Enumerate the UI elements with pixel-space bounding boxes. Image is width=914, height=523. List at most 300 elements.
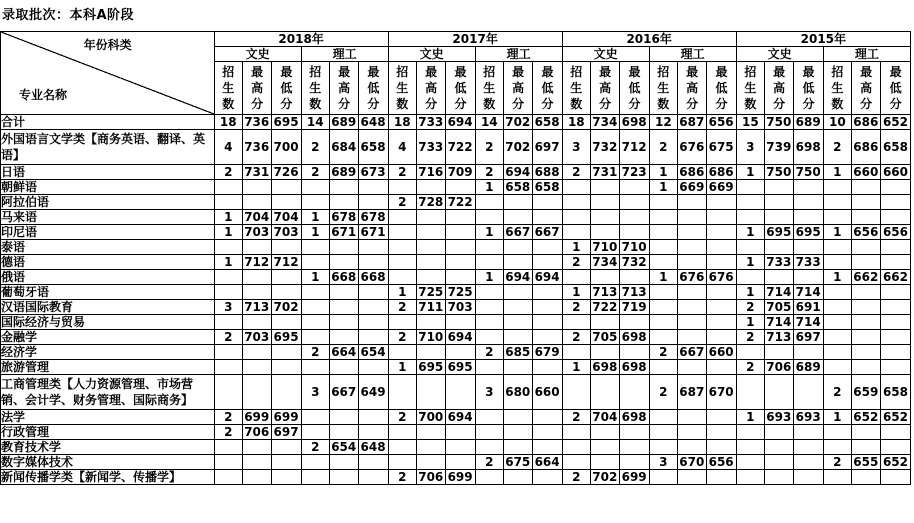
max-score-cell: 684	[329, 130, 358, 165]
min-score-cell	[620, 225, 649, 240]
max-score-cell: 670	[677, 455, 706, 470]
max-score-cell	[590, 195, 619, 210]
enrollment-count-cell	[214, 285, 242, 300]
max-score-cell: 705	[590, 330, 619, 345]
min-score-cell	[359, 330, 388, 345]
min-score-cell	[794, 440, 823, 455]
table-row	[1, 180, 911, 195]
max-score-cell: 710	[590, 240, 619, 255]
min-score-cell: 688	[533, 165, 562, 180]
min-score-cell: 691	[794, 300, 823, 315]
enrollment-count-cell	[823, 285, 851, 300]
min-score-cell	[359, 470, 388, 485]
min-score-cell	[446, 180, 475, 195]
max-score-cell	[503, 360, 532, 375]
max-score-cell: 739	[765, 130, 794, 165]
max-score-cell: 685	[503, 345, 532, 360]
min-score-cell	[881, 360, 911, 375]
max-score-cell: 687	[677, 115, 706, 130]
min-score-cell	[881, 240, 911, 255]
max-score-cell: 699	[242, 410, 271, 425]
max-score-cell: 750	[765, 165, 794, 180]
enrollment-count-cell: 2	[214, 165, 242, 180]
sub-header-label: 招生数	[483, 65, 496, 111]
enrollment-count-cell: 1	[475, 270, 503, 285]
max-score-cell	[677, 470, 706, 485]
min-score-cell: 703	[446, 300, 475, 315]
min-score-cell	[272, 455, 301, 470]
sub-header-label: 最高分	[251, 65, 264, 111]
max-score-cell	[242, 285, 271, 300]
max-score-cell	[590, 455, 619, 470]
major-name-cell: 泰语	[1, 240, 215, 255]
table-row	[1, 255, 911, 270]
max-score-cell: 722	[590, 300, 619, 315]
enrollment-count-cell	[649, 300, 677, 315]
max-score-cell	[329, 180, 358, 195]
min-score-cell: 668	[359, 270, 388, 285]
min-score-cell	[707, 285, 736, 300]
min-score-cell	[272, 470, 301, 485]
min-score-cell	[272, 440, 301, 455]
table-row	[1, 455, 911, 470]
min-score-cell: 709	[446, 165, 475, 180]
min-score-cell	[446, 440, 475, 455]
enrollment-count-cell	[475, 440, 503, 455]
enrollment-count-cell: 1	[736, 225, 764, 240]
table-row	[1, 470, 911, 485]
enrollment-count-cell	[736, 180, 764, 195]
max-score-cell: 712	[242, 255, 271, 270]
enrollment-count-cell: 1	[736, 315, 764, 330]
enrollment-count-cell	[301, 470, 329, 485]
enrollment-count-cell	[649, 440, 677, 455]
max-score-cell: 680	[503, 375, 532, 410]
min-score-cell: 686	[707, 165, 736, 180]
max-score-cell	[852, 425, 881, 440]
max-score-cell	[590, 225, 619, 240]
enrollment-count-cell	[475, 360, 503, 375]
table-row	[1, 375, 911, 410]
min-score-cell: 667	[533, 225, 562, 240]
max-score-cell: 693	[765, 410, 794, 425]
enrollment-count-header	[214, 62, 242, 115]
min-score-cell	[794, 425, 823, 440]
enrollment-count-cell: 2	[475, 345, 503, 360]
max-score-cell	[765, 195, 794, 210]
max-score-header	[242, 62, 271, 115]
max-score-cell	[765, 180, 794, 195]
max-score-cell: 716	[416, 165, 445, 180]
min-score-cell: 694	[446, 330, 475, 345]
min-score-cell	[881, 470, 911, 485]
enrollment-count-cell: 4	[388, 130, 416, 165]
enrollment-count-cell	[823, 300, 851, 315]
max-score-cell	[416, 315, 445, 330]
max-score-cell	[329, 330, 358, 345]
enrollment-count-cell	[823, 360, 851, 375]
max-score-cell	[329, 470, 358, 485]
max-score-cell	[590, 210, 619, 225]
min-score-cell: 658	[533, 180, 562, 195]
min-score-cell: 660	[533, 375, 562, 410]
enrollment-count-cell	[475, 425, 503, 440]
max-score-header	[852, 62, 881, 115]
max-score-cell: 713	[590, 285, 619, 300]
min-score-cell: 697	[272, 425, 301, 440]
max-score-cell: 728	[416, 195, 445, 210]
major-name-cell: 金融学	[1, 330, 215, 345]
min-score-cell: 658	[533, 115, 562, 130]
min-score-cell	[446, 375, 475, 410]
enrollment-count-cell	[214, 180, 242, 195]
table-row	[1, 270, 911, 285]
enrollment-count-cell	[214, 455, 242, 470]
max-score-cell: 660	[852, 165, 881, 180]
enrollment-count-cell	[736, 470, 764, 485]
min-score-cell: 670	[707, 375, 736, 410]
enrollment-count-cell	[736, 375, 764, 410]
enrollment-count-cell	[823, 345, 851, 360]
min-score-cell: 652	[881, 455, 911, 470]
max-score-cell	[677, 440, 706, 455]
min-score-cell	[707, 410, 736, 425]
min-score-cell	[707, 195, 736, 210]
table-row	[1, 195, 911, 210]
min-score-cell: 714	[794, 285, 823, 300]
enrollment-count-cell	[823, 255, 851, 270]
enrollment-count-cell	[649, 470, 677, 485]
major-name-cell: 经济学	[1, 345, 215, 360]
min-score-cell	[272, 375, 301, 410]
max-score-cell: 695	[765, 225, 794, 240]
max-score-header	[416, 62, 445, 115]
sub-header-label: 最低分	[802, 65, 815, 111]
max-score-cell	[590, 440, 619, 455]
max-score-cell	[677, 210, 706, 225]
major-name-cell: 俄语	[1, 270, 215, 285]
min-score-cell	[533, 255, 562, 270]
enrollment-count-cell: 2	[214, 410, 242, 425]
enrollment-count-cell	[388, 345, 416, 360]
max-score-cell	[590, 270, 619, 285]
min-score-cell	[881, 440, 911, 455]
enrollment-count-cell	[301, 315, 329, 330]
max-score-cell	[416, 345, 445, 360]
max-score-cell	[503, 425, 532, 440]
min-score-header	[707, 62, 736, 115]
max-score-cell	[242, 470, 271, 485]
min-score-cell: 652	[881, 115, 911, 130]
enrollment-count-cell: 1	[649, 180, 677, 195]
enrollment-count-cell: 1	[823, 410, 851, 425]
min-score-cell: 658	[359, 130, 388, 165]
max-score-cell	[329, 300, 358, 315]
enrollment-count-cell: 1	[562, 285, 590, 300]
enrollment-count-cell	[736, 455, 764, 470]
max-score-cell	[329, 360, 358, 375]
min-score-cell	[881, 315, 911, 330]
min-score-cell: 710	[620, 240, 649, 255]
min-score-cell	[707, 425, 736, 440]
max-score-cell	[416, 375, 445, 410]
max-score-cell	[242, 440, 271, 455]
sub-header-label: 最低分	[541, 65, 554, 111]
min-score-cell	[794, 180, 823, 195]
min-score-cell	[707, 225, 736, 240]
max-score-cell: 714	[765, 285, 794, 300]
enrollment-count-cell: 2	[823, 455, 851, 470]
enrollment-count-cell	[214, 375, 242, 410]
max-score-cell	[677, 195, 706, 210]
max-score-cell: 702	[503, 130, 532, 165]
min-score-cell	[533, 195, 562, 210]
min-score-cell	[707, 360, 736, 375]
enrollment-count-cell	[562, 270, 590, 285]
enrollment-count-cell	[562, 225, 590, 240]
max-score-cell: 704	[242, 210, 271, 225]
min-score-cell: 676	[707, 270, 736, 285]
max-score-cell	[765, 455, 794, 470]
min-score-cell	[446, 345, 475, 360]
max-score-cell: 731	[590, 165, 619, 180]
min-score-cell	[272, 195, 301, 210]
enrollment-count-cell: 2	[214, 425, 242, 440]
max-score-cell: 705	[765, 300, 794, 315]
major-name-cell: 新闻传播学类【新闻学、传播学】	[1, 470, 215, 485]
enrollment-count-cell: 2	[388, 470, 416, 485]
enrollment-count-cell: 1	[214, 255, 242, 270]
enrollment-count-cell	[301, 285, 329, 300]
max-score-cell	[765, 270, 794, 285]
major-name-cell: 马来语	[1, 210, 215, 225]
min-score-cell: 658	[881, 375, 911, 410]
max-score-cell	[852, 255, 881, 270]
enrollment-count-cell	[562, 315, 590, 330]
enrollment-count-cell: 1	[301, 225, 329, 240]
max-score-cell: 702	[590, 470, 619, 485]
max-score-cell: 667	[503, 225, 532, 240]
table-row	[1, 330, 911, 345]
table-row	[1, 360, 911, 375]
enrollment-count-cell	[649, 210, 677, 225]
max-score-cell	[590, 345, 619, 360]
enrollment-count-cell	[388, 440, 416, 455]
admission-score-table	[0, 31, 911, 485]
min-score-cell: 698	[620, 360, 649, 375]
max-score-cell: 689	[329, 115, 358, 130]
enrollment-count-cell: 1	[475, 180, 503, 195]
table-row	[1, 300, 911, 315]
sub-header-label: 招生数	[309, 65, 322, 111]
enrollment-count-cell	[736, 425, 764, 440]
min-score-cell	[707, 470, 736, 485]
max-score-cell: 734	[590, 115, 619, 130]
enrollment-count-cell	[649, 330, 677, 345]
major-name-cell: 教育技术学	[1, 440, 215, 455]
track-header-science: 理工	[301, 47, 388, 62]
table-row	[1, 240, 911, 255]
min-score-cell	[620, 455, 649, 470]
table-row	[1, 315, 911, 330]
enrollment-count-cell	[388, 225, 416, 240]
enrollment-count-cell	[736, 195, 764, 210]
enrollment-count-cell	[388, 375, 416, 410]
max-score-cell: 687	[677, 375, 706, 410]
max-score-cell	[590, 375, 619, 410]
max-score-cell	[765, 375, 794, 410]
enrollment-count-cell: 1	[562, 360, 590, 375]
min-score-cell: 703	[272, 225, 301, 240]
max-score-cell: 713	[242, 300, 271, 315]
major-name-cell: 旅游管理	[1, 360, 215, 375]
enrollment-count-cell	[736, 270, 764, 285]
max-score-cell	[590, 315, 619, 330]
table-row	[1, 440, 911, 455]
enrollment-count-cell	[388, 210, 416, 225]
enrollment-count-cell	[475, 410, 503, 425]
max-score-cell: 713	[765, 330, 794, 345]
min-score-cell	[707, 440, 736, 455]
max-score-header	[503, 62, 532, 115]
year-header: 2017年	[388, 32, 562, 47]
enrollment-count-cell: 2	[388, 165, 416, 180]
major-name-cell: 汉语国际教育	[1, 300, 215, 315]
min-score-cell	[533, 330, 562, 345]
enrollment-count-cell	[214, 345, 242, 360]
enrollment-count-header	[388, 62, 416, 115]
enrollment-count-cell	[301, 330, 329, 345]
enrollment-count-header	[562, 62, 590, 115]
min-score-cell: 713	[620, 285, 649, 300]
enrollment-count-cell: 1	[562, 240, 590, 255]
min-score-cell	[620, 315, 649, 330]
enrollment-count-cell: 1	[214, 210, 242, 225]
enrollment-count-cell	[649, 360, 677, 375]
min-score-cell: 698	[794, 130, 823, 165]
enrollment-count-cell: 1	[388, 360, 416, 375]
enrollment-count-cell	[214, 195, 242, 210]
max-score-cell: 654	[329, 440, 358, 455]
enrollment-count-cell: 1	[301, 210, 329, 225]
enrollment-count-cell	[649, 425, 677, 440]
track-header-science: 理工	[475, 47, 562, 62]
enrollment-count-cell: 2	[562, 470, 590, 485]
table-row	[1, 130, 911, 165]
track-header-science: 理工	[649, 47, 736, 62]
enrollment-count-cell	[214, 315, 242, 330]
min-score-cell: 694	[446, 410, 475, 425]
enrollment-count-cell	[562, 455, 590, 470]
table-row	[1, 225, 911, 240]
enrollment-count-cell	[649, 410, 677, 425]
min-score-cell: 694	[446, 115, 475, 130]
max-score-cell: 732	[590, 130, 619, 165]
sub-header-label: 最低分	[454, 65, 467, 111]
min-score-cell	[359, 410, 388, 425]
min-score-cell	[446, 455, 475, 470]
enrollment-count-cell	[388, 315, 416, 330]
max-score-cell: 736	[242, 115, 271, 130]
major-name-cell: 朝鲜语	[1, 180, 215, 195]
table-row	[1, 285, 911, 300]
min-score-cell	[794, 240, 823, 255]
enrollment-count-cell: 3	[301, 375, 329, 410]
enrollment-count-cell: 2	[649, 375, 677, 410]
max-score-cell	[503, 315, 532, 330]
min-score-cell	[359, 255, 388, 270]
enrollment-count-cell	[475, 330, 503, 345]
min-score-cell: 712	[620, 130, 649, 165]
max-score-cell	[677, 285, 706, 300]
max-score-cell	[677, 315, 706, 330]
enrollment-count-cell	[736, 345, 764, 360]
major-name-cell: 行政管理	[1, 425, 215, 440]
sub-header-label: 最低分	[280, 65, 293, 111]
min-score-cell	[533, 315, 562, 330]
min-score-cell: 695	[794, 225, 823, 240]
sub-header-label: 最高分	[599, 65, 612, 111]
max-score-cell: 702	[503, 115, 532, 130]
enrollment-count-header	[649, 62, 677, 115]
enrollment-count-cell	[388, 425, 416, 440]
min-score-cell	[881, 195, 911, 210]
max-score-cell: 686	[852, 130, 881, 165]
min-score-cell: 702	[272, 300, 301, 315]
enrollment-count-cell	[562, 195, 590, 210]
max-score-cell	[765, 470, 794, 485]
min-score-cell: 656	[707, 115, 736, 130]
enrollment-count-cell	[214, 270, 242, 285]
enrollment-count-cell	[649, 225, 677, 240]
enrollment-count-cell	[736, 240, 764, 255]
max-score-cell	[852, 315, 881, 330]
enrollment-count-cell: 2	[388, 330, 416, 345]
enrollment-count-cell: 1	[823, 270, 851, 285]
min-score-cell: 699	[272, 410, 301, 425]
max-score-cell: 734	[590, 255, 619, 270]
min-score-cell	[620, 375, 649, 410]
min-score-cell: 675	[707, 130, 736, 165]
max-score-cell	[503, 285, 532, 300]
max-score-cell	[242, 360, 271, 375]
enrollment-count-cell	[388, 255, 416, 270]
min-score-cell	[533, 210, 562, 225]
max-score-cell	[503, 255, 532, 270]
enrollment-count-cell	[301, 425, 329, 440]
max-score-cell	[329, 255, 358, 270]
min-score-cell: 732	[620, 255, 649, 270]
enrollment-count-header	[301, 62, 329, 115]
enrollment-count-cell: 18	[562, 115, 590, 130]
min-score-cell	[533, 470, 562, 485]
min-score-cell: 714	[794, 315, 823, 330]
max-score-cell: 694	[503, 270, 532, 285]
min-score-cell: 652	[881, 410, 911, 425]
min-score-cell: 722	[446, 130, 475, 165]
sub-header-label: 最低分	[715, 65, 728, 111]
sub-header-label: 最高分	[860, 65, 873, 111]
enrollment-count-cell	[823, 470, 851, 485]
enrollment-count-cell: 2	[388, 300, 416, 315]
max-score-cell	[677, 425, 706, 440]
max-score-cell	[852, 360, 881, 375]
max-score-cell: 704	[590, 410, 619, 425]
min-score-cell	[446, 210, 475, 225]
min-score-cell	[272, 285, 301, 300]
max-score-header	[677, 62, 706, 115]
max-score-cell	[503, 240, 532, 255]
